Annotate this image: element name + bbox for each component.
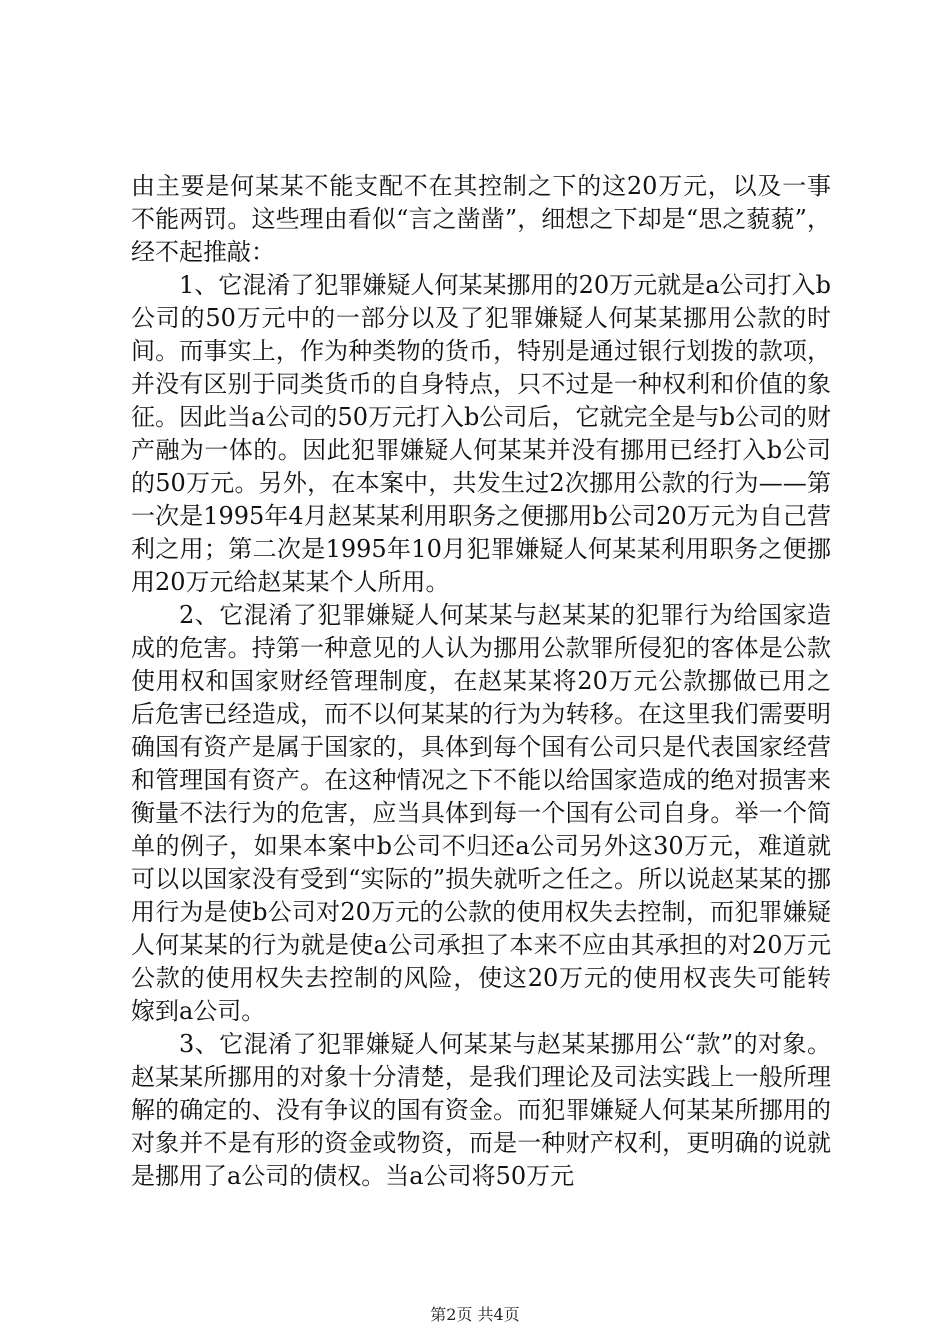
paragraph-point-2: 2、它混淆了犯罪嫌疑人何某某与赵某某的犯罪行为给国家造成的危害。持第一种意见的人认为挪用公款罪所侵犯的客体是公款使用权和国家财经管理制度，在赵某某将20万元公款挪做已用之后危害已经造成，而不以何某某的行为为转移。在这里我们需要明确国有资产是属于国家的，具体到每个国有公司只是代表国家经营和管理国有资产。在这种情况之下不能以给国家造成的绝对损害来衡量不法行为的危害，应当具体到每一个国有公司自身。举一个简单的例子，如果本案中b公司不归还a公司另外这30万元，难道就可以以国家没有受到“实际的”损失就听之任之。所以说赵某某的挪用行为是使b公司对20万元的公款的使用权失去控制，而犯罪嫌疑人何某某的行为就是使a公司承担了本来不应由其承担的对20万元公款的使用权失去控制的风险，使这20万元的使用权丧失可能转嫁到a公司。 — [131, 601, 831, 1025]
document-body — [131, 170, 831, 1193]
paragraph-point-3: 3、它混淆了犯罪嫌疑人何某某与赵某某挪用公“款”的对象。赵某某所挪用的对象十分清楚，是我们理论及司法实践上一般所理解的确定的、没有争议的国有资金。而犯罪嫌疑人何某某所挪用的对象并不是有形的资金或物资，而是一种财产权利，更明确的说就是挪用了a公司的债权。当a公司将50万元 — [131, 1030, 831, 1190]
paragraph-point-1: 1、它混淆了犯罪嫌疑人何某某挪用的20万元就是a公司打入b公司的50万元中的一部分以及了犯罪嫌疑人何某某挪用公款的时间。而事实上，作为种类物的货币，特别是通过银行划拨的款项，并没有区别于同类货币的自身特点，只不过是一种权利和价值的象征。因此当a公司的50万元打入b公司后，它就完全是与b公司的财产融为一体的。因此犯罪嫌疑人何某某并没有挪用已经打入b公司的50万元。另外，在本案中，共发生过2次挪用公款的行为——第一次是1995年4月赵某某利用职务之便挪用b公司20万元为自己营利之用；第二次是1995年10月犯罪嫌疑人何某某利用职务之便挪用20万元给赵某某个人所用。 — [131, 271, 831, 596]
page-number-footer: 第2页 共4页 — [430, 1305, 520, 1324]
paragraph-continuation: 由主要是何某某不能支配不在其控制之下的这20万元，以及一事不能两罚。这些理由看似“言之凿凿”，细想之下却是“思之藐藐”，经不起推敲： — [131, 172, 831, 266]
